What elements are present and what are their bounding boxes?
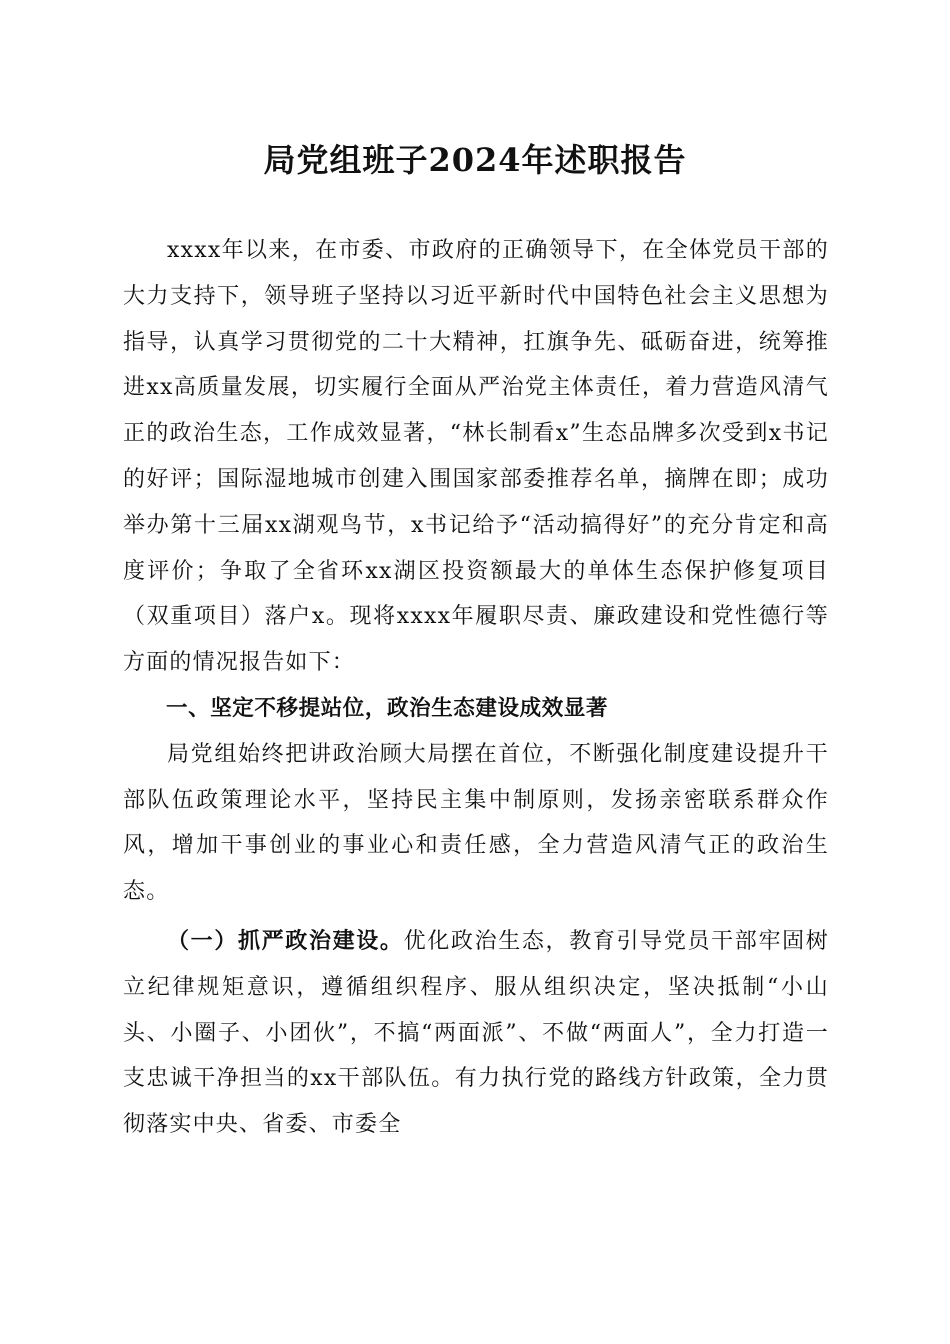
section-1-paragraph: 局党组始终把讲政治顾大局摆在首位，不断强化制度建设提升干部队伍政策理论水平，坚持民主集中制原则，发扬亲密联系群众作风，增加干事创业的事业心和责任感，全力营造风清气正的政治生态。 [123,741,829,905]
document-title: 局党组班子2024年述职报告 [263,141,687,179]
intro-paragraph: xxxx年以来，在市委、市政府的正确领导下，在全体党员干部的大力支持下，领导班子坚持以习近平新时代中国特色社会主义思想为指导，认真学习贯彻党的二十大精神，扛旗争先、砥砺奋进，统筹推进xx高质量发展，切实履行全面从严治党主体责任，着力营造风清气正的政治生态，工作成效显著，“林长制看x”生态品牌多次受到x书记的好评；国际湿地城市创建入围国家部委推荐名单，摘牌在即；成功举办第十三届xx湖观鸟节，x书记给予“活动搞得好”的充分肯定和高度评价；争取了全省环xx湖区投资额最大的单体生态保护修复项目（双重项目）落户x。现将xxxx年履职尽责、廉政建设和党性德行等方面的情况报告如下： [123,238,829,676]
subsection-1-label: （一）抓严政治建设。 [167,927,404,954]
subsection-1-body: 优化政治生态，教育引导党员干部牢固树立纪律规矩意识，遵循组织程序、服从组织决定，坚决抵制“小山头、小圈子、小团伙”，不搞“两面派”、不做“两面人”，全力打造一支忠诚干净担当的xx干部队伍。有力执行党的路线方针政策，全力贯彻落实中央、省委、市委全 [123,928,829,1138]
document-body [123,228,829,1148]
section-heading-1: 一、坚定不移提站位，政治生态建设成效显著 [166,695,609,721]
subsection-1-paragraph [123,919,829,1148]
